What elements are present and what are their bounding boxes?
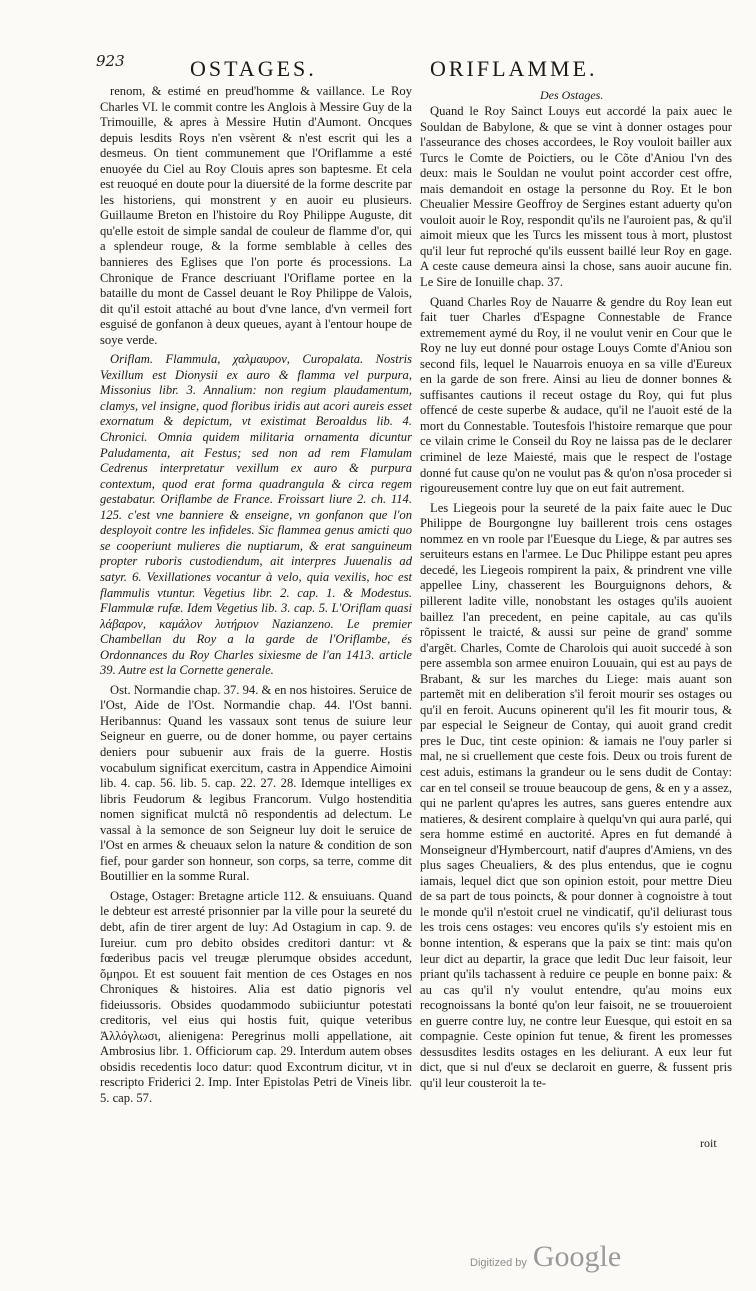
page-number: 923: [96, 52, 125, 70]
running-head-right: ORIFLAMME.: [430, 56, 598, 81]
catchword: roit: [700, 1136, 717, 1150]
paragraph-saint-louys: Quand le Roy Sainct Louys eut accordé la paix auec le Souldan de Babylone, & que se vint à donner ostages pour l'asseurance des choses accordees, le Roy vouloit bailler aux Turcs le Comte de Poictiers, ou le Cõte d'Aniou l'vn des deux: mais le Souldan ne voulut point accorder cest offre, mais demandoit en ostage la personne du Roy. Et le bon Cheualier Messire Geoffroy de Sergines estant aduerty qu'on vouloit auoir le Roy, respondit qu'ils ne l'auroient pas, & qu'il aimoit mieux que les Turcs les missent tous à mort, plustost qu'il leur fut reproché qu'ils eussent baillé leur Roy en gage. A ceste cause demeura ainsi la chose, sans auoir aucune fin. Le Sire de Ionuille chap. 37.: [420, 104, 732, 290]
paragraph-ostage: Ostage, Ostager: Bretagne article 112. & ensuiuans. Quand le debteur est arresté prisonnier par la ville pour la seureté du debt, afin de tirer argent de luy: Ad Ostagium in cap. 9. de Iureiur. cum pro debito obsides creditori dantur: vt & fœderibus pacis vel treugæ plerumque obsides accedunt, ὅμηροι. Et est souuent fait mention de ces Ostages en nos Chroniques & histoires. Alia est datio pignoris vel fideiussoris. Obsides quodammodo subiiciuntur potestati creditoris, vel eius qui hostis fuit, quique veteribus Ἀλλόγλωσι, alienigena: Peregrinus molli appellatione, ait Ambrosius libr. 1. Officiorum cap. 29. Interdum autem obses obsidis recedentis loco datur: quod Excontrum dicitur, vt in rescripto Friderici 2. Imp. Inter Epistolas Petri de Vineis libr. 5. cap. 57.: [100, 888, 412, 1105]
paragraph-liegeois: Les Liegeois pour la seureté de la paix faite auec le Duc Philippe de Bourgongne luy baillerent trois cens ostages nommez en vn roole par l'Euesque du Liege, & par autres ses seruiteurs estans en l'armee. Le Duc Philippe estant peu apres decedé, les Liegeois rompirent la paix, & prindrent vne ville appellee Liny, chasserent les Bourguignons dehors, & pillerent ladite ville, nonobstant les ostages qu'ils auoient baillez l'an precedent, en peine capitale, au cas qu'ils rõpissent le traicté, & aussi sur peine de grand' somme d'argẽt. Charles, Comte de Charolois qui auoit succedé à son pere assembla son armee enuiron Louuain, qui est au pays de Brabant, & sur les marches du Liege: mais auant son partemẽt mit en deliberation s'il feroit mourir ses ostages ou qu'il en feroit. Aucuns opinerent qu'il les fit mourir tous, & par especial le Seigneur de Contay, qui auoit grand credit pres le Duc, tint ceste opinion: & iamais ne l'ouy parler si mal, ne si cruellement que ceste fois. Deux ou trois furent de cest aduis, estimans la grandeur ou le sens dudit de Contay: car en tel conseil se trouue beaucoup de gens, & en y a assez, qui ne parlent qu'apres les autres, sans gueres entendre aux matieres, & desirent complaire à quelqu'vn qui aura parlé, qui sera homme estimé en auctorité. Apres en fut demandé à Monseigneur d'Hymbercourt, natif d'aupres d'Amiens, vn des plus sages Cheualiers, & des plus entendus, que ie cognu iamais, lequel dict que son opinion estoit, pour mettre Dieu de sa part de tous poincts, & pour donner à cognoistre à tout le monde qu'il n'estoit cruel ne vindicatif, qu'il deliurast tous les trois cens ostages: veu encores qu'ils s'y estoient mis en bonne intention, & esperans que la paix se tint: mais qu'on leur dict au departir, la grace que ledit Duc leur faisoit, leur priant qu'ils tachassent à reduire ce peuple en bonne paix: & au cas qu'il n'y voulut entendre, qu'au moins eux recognoissans la bonté qu'on leur faisoit, ne se trouueroient en guerre contre luy, ne contre leur Euesque, qui estoit en sa compagnie. Ceste opinion fut tenue, & firent les promesses dessusdites lesdits ostages en les deliurant. A eux leur fut dict, que si nul d'eux se declaroit en guerre, & fussent pris qu'il leur cousteroit la te-: [420, 500, 732, 1090]
paragraph-charles-nauarre: Quand Charles Roy de Nauarre & gendre du Roy Iean eut fait tuer Charles d'Espagne Connestable de France extremement aymé du Roy, il ne voulut venir en Cour que le Roy ne luy eut donné pour ostage Louys Comte d'Aniou son second fils, lequel le Nauarrois enuoya en sa ville d'Eureux en la garde de son frere. Ainsi au lieu de donner bonnes & suffisantes cautions il receut ostage du Roy, qui fut plus offencé de ceste superbe & audace, qu'il ne l'auoit esté de la mort du Connestable. Toutesfois l'histoire remarque que pour ce vilain crime le Conseil du Roy ne laissa pas de le declarer criminel de leze Maiesté, mais que le respect de l'ostage donné fut cause qu'on ne voulut pas & qu'on n'osa proceder si rigoureusement contre luy que on eut fait autrement.: [420, 294, 732, 496]
google-logo: Google: [532, 1240, 622, 1273]
watermark-prefix: Digitized by: [470, 1257, 527, 1269]
running-head-left: OSTAGES.: [190, 56, 317, 81]
google-watermark: [470, 1240, 621, 1274]
left-column: [100, 84, 412, 1107]
section-subhead: Des Ostages.: [540, 88, 604, 102]
paragraph-ost: Ost. Normandie chap. 37. 94. & en nos histoires. Seruice de l'Ost, Aide de l'Ost. Normandie chap. 44. l'Ost banni. Heribannus: Quand les vassaux sont tenus de suiure leur Seigneur en guerre, ou de doner homme, ou payer certains deniers pour subuenir aux frais de la guerre. Hostis vocabulum significat exercitum, castra in Appendice Aimoini lib. 4. cap. 56. lib. 5. cap. 22. 27. 28. Idemque intelliges ex libris Feudorum & legibus Francorum. Vulgo hostenditia nomen significat mulctâ nô respondentis ad delectum. Le vassal à la semonce de son Seigneur luy doit le seruice de l'Ost en armes & cheuaux selon la nature & condition de son fief, pour garder son honneur, son corps, sa terre, comme dit Boutillier en la somme Rural.: [100, 682, 412, 884]
right-column: [420, 104, 732, 1091]
paragraph-oriflam-latin: Oriflam. Flammula, χαλμαυρον, Curopalata. Nostris Vexillum est Dionysii ex auro & flamma vel purpura, Missonius libr. 3. Annalium: non regium plaudamentum, clamys, vel insigne, quod floribus iridis aut acori aureis esset exornatum & depictum, vt existimat Beroaldus lib. 4. Chronici. Omnia quidem militaria ornamenta dicuntur Paludamenta, ait Festus; sed non ad rem Flamulam Cedrenus interpretatur vexillum ex auro & purpura contextum, quod erat forma quadrangula & circa regem gestabatur. Oriflambe de France. Froissart liure 2. ch. 114. 125. c'est vne banniere & enseigne, vn gonfanon que l'on desployoit contre les infideles. Sic flammea genus amicti quo se cooperiunt mulieres die nuptiarum, & erat sanguineum propter ruboris custodiendum, ait interpres Juuenalis ad satyr. 6. Vexillationes vocantur à velo, quia vexilis, hoc est flammulis vtuntur. Vegetius libr. 2. cap. 1. & Modestus. Flammulæ rufæ. Idem Vegetius lib. 3. cap. 5. L'Oriflam quasi λάβαρον, καμάλον λυτήριον Nazianzeno. Le premier Chambellan du Roy a la garde de l'Oriflambe, és Ordonnances du Roy Charles sixiesme de l'an 1413. article 39. Autre est la Cornette generale.: [100, 352, 412, 678]
paragraph-oriflamme-history: renom, & estimé en preud'homme & vaillance. Le Roy Charles VI. le commit contre les Anglois à Messire Guy de la Trimouille, & apres à Messire Hutin d'Aumont. Oncques depuis lesdits Roys n'en vsèrent & n'est escrit qui les a desmeus. On tient communement que l'Oriflamme a esté enuoyée du Ciel au Roy Clouis apres son baptesme. Et cela est reuoqué en doute pour la diuersité de la forme descrite par les historiens, qui monstrent y en auoir eu plusieurs. Guillaume Breton en l'histoire du Roy Philippe Auguste, dit qu'elle estoit de simple sandal de couleur de flamme d'or, qui a splendeur rouge, & la forme semblable à celles des bannieres des Eglises que l'on porte és processions. La Chronique de France descriuant l'Oriflame portee en la bataille du mont de Cassel deuant le Roy Philippe de Valois, dit qu'il estoit attaché au bout d'vne lance, d'vn vermeil fort esguisé de gonfanon à deux queues, ayant à l'entour houpe de soye verde.: [100, 84, 412, 347]
